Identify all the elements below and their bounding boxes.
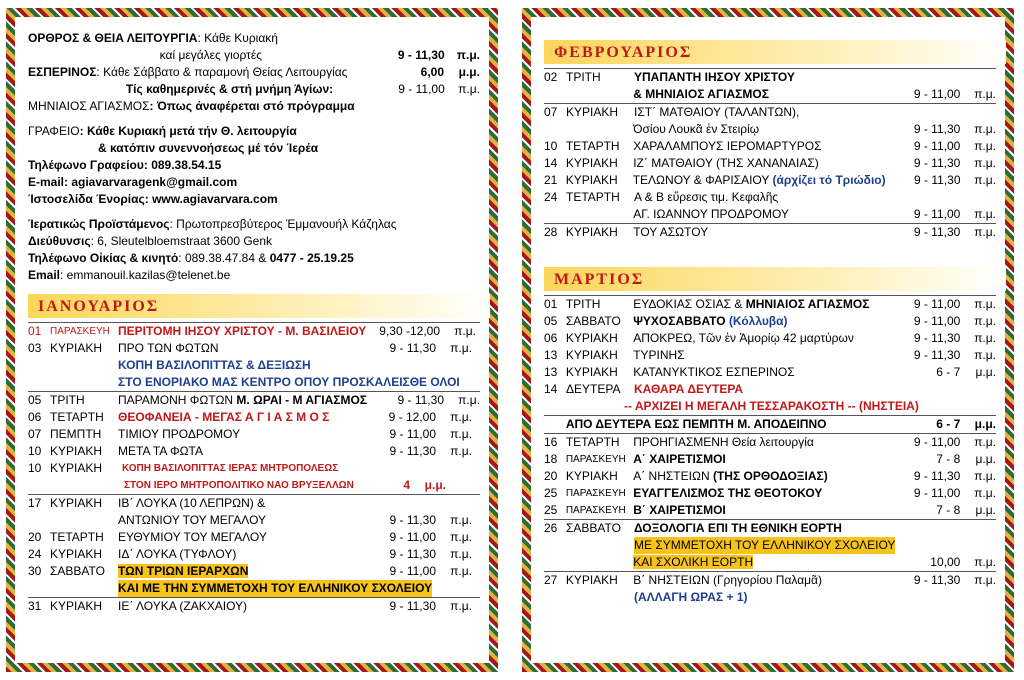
event-time: 9 - 12,00 bbox=[388, 410, 436, 424]
event-time: 9 - 11,30 bbox=[389, 513, 436, 527]
event-title: ΚΑΘΑΡΑ ΔΕΥΤΕΡΑ bbox=[634, 382, 744, 396]
event-pm: μ.μ. bbox=[424, 478, 446, 492]
event-title: ΕΥΔΟΚΙΑΣ ΟΣΙΑΣ & bbox=[633, 297, 743, 311]
day: 07 bbox=[544, 105, 558, 119]
weekday: ΚΥΡΙΑΚΗ bbox=[565, 348, 618, 362]
event-time: 9 - 11,30 bbox=[389, 599, 436, 613]
day: 13 bbox=[544, 365, 558, 379]
event-pm: π.μ. bbox=[450, 564, 472, 578]
event-time: 6 - 7 bbox=[936, 365, 961, 379]
event-title: ΙΣΤ΄ ΜΑΤΘΑΙΟΥ (ΤΑΛΑΝΤΩΝ), bbox=[634, 105, 800, 119]
weekday: ΠΑΡΑΣΚΕΥΗ bbox=[50, 326, 110, 337]
event-title: ΙΔ΄ ΛΟΥΚΑ (ΤΥΦΛΟΥ) bbox=[118, 547, 237, 561]
event-note: ΣΤΟΝ ΙΕΡΟ ΜΗΤΡΟΠΟΛΙΤΙΚΟ ΝΑΟ ΒΡΥΞΕΛΛΩΝ bbox=[124, 480, 354, 491]
event-pm: π.μ. bbox=[450, 599, 472, 613]
event-pm: π.μ. bbox=[450, 530, 472, 544]
event-time: 9 - 11,00 bbox=[913, 207, 961, 221]
day: 25 bbox=[544, 486, 558, 500]
event-note: -- ΑΡΧΙΖΕΙ Η ΜΕΓΑΛΗ ΤΕΣΣΑΡΑΚΟΣΤΗ -- (ΝΗΣΤΕΙΑ) bbox=[624, 399, 919, 413]
event-pm: π.μ. bbox=[450, 427, 472, 441]
left-page bbox=[6, 8, 498, 672]
event-pm: π.μ. bbox=[974, 331, 996, 345]
day: 10 bbox=[544, 139, 558, 153]
info-text: : Πρωτοπρεσβύτερος Έμμανουήλ Κάζηλας bbox=[169, 217, 397, 231]
info-text: : 6, Sleutelbloemstraat 3600 Genk bbox=[90, 234, 273, 248]
day: 18 bbox=[544, 452, 558, 466]
event-time: 9 - 11,30 bbox=[913, 225, 961, 239]
day: 16 bbox=[544, 435, 558, 449]
month-header-march: ΜΑΡΤΙΟΣ bbox=[544, 267, 1006, 291]
weekday: ΚΥΡΙΑΚΗ bbox=[565, 365, 618, 379]
day: 06 bbox=[544, 331, 558, 345]
event-pm: μ.μ. bbox=[975, 452, 996, 466]
event-title: ΑΓ. ΙΩΑΝΝΟΥ ΠΡΟΔΡΟΜΟΥ bbox=[633, 207, 789, 221]
event-time: 9 - 11,00 bbox=[913, 139, 961, 153]
event-time: 9 - 11,00 bbox=[913, 435, 961, 449]
event-title: ΜΕΤΑ ΤΑ ΦΩΤΑ bbox=[118, 444, 204, 458]
event-time: 9 - 11,30 bbox=[397, 393, 444, 407]
day: 13 bbox=[544, 348, 558, 362]
event-title: ΥΠΑΠΑΝΤΗ ΙΗΣΟΥ ΧΡΙΣΤΟΥ bbox=[634, 70, 795, 84]
info-pm: μ.μ. bbox=[458, 65, 480, 79]
day: 05 bbox=[28, 393, 42, 407]
info-text: : 089.38.47.84 & bbox=[178, 251, 267, 265]
info-label: Ίερατικώς Προϊστάμενος bbox=[28, 217, 170, 231]
event-title: ΤΟΥ ΑΣΩΤΟΥ bbox=[633, 225, 709, 239]
weekday: ΔΕΥΤΕΡΑ bbox=[566, 382, 621, 396]
event-title: ΑΠΟΚΡΕΩ, Τῶν ἐν Ἀμορίῳ 42 μαρτύρων bbox=[633, 331, 854, 345]
event-note: ΚΑΙ ΣΧΟΛΙΚΗ ΕΟΡΤΗ bbox=[633, 555, 754, 569]
event-title: ΕΥΑΓΓΕΛΙΣΜΟΣ ΤΗΣ ΘΕΟΤΟΚΟΥ bbox=[633, 486, 823, 500]
event-pm: π.μ. bbox=[974, 87, 996, 101]
event-title: ΤΩΝ ΤΡΙΩΝ ΙΕΡΑΡΧΩΝ bbox=[118, 564, 249, 578]
event-title: ΙΕ΄ ΛΟΥΚΑ (ΖΑΚΧΑΙΟΥ) bbox=[118, 599, 248, 613]
event-title: ΠΕΡΙΤΟΜΗ ΙΗΣΟΥ ΧΡΙΣΤΟΥ - Μ. ΒΑΣΙΛΕΙΟΥ bbox=[118, 324, 367, 338]
event-title: ΘΕΟΦΑΝΕΙΑ - ΜΕΓΑΣ Α Γ Ι Α Σ Μ Ο Σ bbox=[118, 410, 330, 424]
day: 02 bbox=[544, 70, 558, 84]
event-time: 9 - 11,00 bbox=[389, 564, 436, 578]
info-text: : Κάθε Σάββατο & παραμονή Θείας Λειτουργίας bbox=[96, 65, 348, 79]
day: 10 bbox=[28, 461, 42, 475]
event-time: 9 - 11,30 bbox=[913, 469, 961, 483]
event-title: ΙΖ΄ ΜΑΤΘΑΙΟΥ (ΤΗΣ ΧΑΝΑΝΑΙΑΣ) bbox=[633, 156, 819, 170]
event-title: Όσίου Λουκᾶ ἐν Στειρίῳ bbox=[633, 122, 760, 136]
event-time: 9 - 11,30 bbox=[389, 547, 436, 561]
weekday: ΠΕΜΠΤΗ bbox=[50, 427, 102, 441]
weekday: ΤΡΙΤΗ bbox=[566, 70, 601, 84]
event-title: ΠΡΟ ΤΩΝ ΦΩΤΩΝ bbox=[118, 341, 219, 355]
day: 31 bbox=[28, 599, 42, 613]
event-pm: π.μ. bbox=[974, 486, 996, 500]
event-time: 4 bbox=[403, 478, 410, 492]
info-time: 9 - 11,00 bbox=[398, 82, 445, 96]
email-link[interactable]: E-mail: agiavarvaragenk@gmail.com bbox=[28, 175, 238, 189]
weekday: ΚΥΡΙΑΚΗ bbox=[50, 444, 103, 458]
event-time: 9 - 11,30 bbox=[913, 348, 961, 362]
event-title: ΤΥΡΙΝΗΣ bbox=[633, 348, 685, 362]
event-title: Β΄ ΧΑΙΡΕΤΙΣΜΟΙ bbox=[633, 503, 726, 517]
day: 10 bbox=[28, 444, 42, 458]
info-pm: π.μ. bbox=[456, 48, 480, 62]
event-time: 9 - 11,30 bbox=[913, 156, 961, 170]
event-note: (ΑΛΛΑΓΗ ΩΡΑΣ + 1) bbox=[634, 590, 748, 604]
event-title: Α΄ ΝΗΣΤΕΙΩΝ bbox=[633, 469, 710, 483]
info-time: 6,00 bbox=[420, 65, 445, 79]
weekday: ΚΥΡΙΑΚΗ bbox=[565, 573, 618, 587]
event-title-bold: Μ. ΩΡΑΙ - Μ ΑΓΙΑΣΜΟΣ bbox=[236, 393, 367, 407]
weekday: ΚΥΡΙΑΚΗ bbox=[50, 341, 103, 355]
day: 03 bbox=[28, 341, 42, 355]
event-time: 9 - 11,30 bbox=[914, 173, 961, 187]
day: 07 bbox=[28, 427, 42, 441]
event-pm: π.μ. bbox=[450, 547, 472, 561]
email-link[interactable]: : emmanouil.kazilas@telenet.be bbox=[60, 268, 231, 282]
day: 26 bbox=[544, 521, 558, 535]
info-text: & κατόπιν συνεννοήσεως μέ τόν Ίερέα bbox=[98, 141, 319, 155]
weekday: ΣΑΒΒΑΤΟ bbox=[565, 314, 621, 328]
day: 24 bbox=[544, 190, 558, 204]
day: 20 bbox=[544, 469, 558, 483]
info-text: καί μεγάλες γιορτές bbox=[159, 48, 262, 62]
mobile-phone: 0477 - 25.19.25 bbox=[269, 251, 354, 265]
info-text: : Όπως άναφέρεται στό πρόγραμμα bbox=[149, 99, 355, 113]
day: 01 bbox=[544, 297, 558, 311]
weekday: ΤΡΙΤΗ bbox=[565, 297, 601, 311]
event-title: ΠΑΡΑΜΟΝΗ ΦΩΤΩΝ bbox=[118, 393, 234, 407]
event-pm: π.μ. bbox=[974, 122, 996, 136]
event-time: 7 - 8 bbox=[936, 503, 961, 517]
event-pm: π.μ. bbox=[450, 341, 472, 355]
weekday: ΠΑΡΑΣΚΕΥΗ bbox=[565, 488, 626, 499]
day: 17 bbox=[28, 496, 42, 510]
event-pm: π.μ. bbox=[974, 348, 996, 362]
info-label: ΟΡΘΡΟΣ & ΘΕΙΑ ΛΕΙΤΟΥΡΓΙΑ bbox=[28, 31, 198, 45]
event-time: 9 - 11,00 bbox=[389, 427, 436, 441]
event-pm: μ.μ. bbox=[974, 417, 996, 431]
info-label: ΕΣΠΕΡΙΝΟΣ bbox=[28, 65, 97, 79]
event-title: ΔΟΞΟΛΟΓΙΑ ΕΠΙ ΤΗ ΕΘΝΙΚΗ ΕΟΡΤΗ bbox=[634, 521, 842, 535]
info-label: ΜΗΝΙΑΙΟΣ ΑΓΙΑΣΜΟΣ bbox=[28, 99, 150, 113]
event-title-bold: (ΤΗΣ ΟΡΘΟΔΟΞΙΑΣ) bbox=[712, 469, 828, 483]
event-time: 9 - 11,30 bbox=[389, 444, 436, 458]
event-note: (άρχίζει τό Τριώδιο) bbox=[772, 173, 886, 187]
event-pm: π.μ. bbox=[974, 297, 996, 311]
day: 05 bbox=[544, 314, 558, 328]
event-title: ΧΑΡΑΛΑΜΠΟΥΣ ΙΕΡΟΜΑΡΤΥΡΟΣ bbox=[633, 139, 822, 153]
day: 14 bbox=[544, 156, 558, 170]
weekday: ΠΑΡΑΣΚΕΥΗ bbox=[565, 505, 626, 516]
weekday: ΤΕΤΑΡΤΗ bbox=[565, 435, 620, 449]
day: 28 bbox=[544, 225, 558, 239]
event-time: 9,30 -12,00 bbox=[379, 324, 440, 338]
event-pm: π.μ. bbox=[974, 469, 996, 483]
day: 25 bbox=[544, 503, 558, 517]
event-time: 10,00 bbox=[930, 555, 961, 569]
day: 21 bbox=[544, 173, 558, 187]
event-note: ΣΤΟ ΕΝΟΡΙΑΚΟ ΜΑΣ ΚΕΝΤΡΟ ΟΠΟΥ ΠΡΟΣΚΑΛΕΙΣΘΕ ΟΛΟΙ bbox=[118, 375, 460, 389]
weekday: ΤΕΤΑΡΤΗ bbox=[566, 190, 620, 204]
event-pm: π.μ. bbox=[450, 444, 472, 458]
info-text: Τίς καθημερινές & στή μνήμη Άγίων: bbox=[125, 82, 334, 96]
right-page bbox=[522, 8, 1014, 672]
info-label: Τηλέφωνο Οἰκίας & κινητό bbox=[28, 251, 179, 265]
event-title: ΑΝΤΩΝΙΟΥ ΤΟΥ ΜΕΓΑΛΟΥ bbox=[118, 513, 267, 527]
event-note: (Κόλλυβα) bbox=[728, 314, 788, 328]
event-pm: π.μ. bbox=[458, 393, 480, 407]
event-pm: μ.μ. bbox=[975, 503, 996, 517]
event-title: ΑΠΟ ΔΕΥΤΕΡΑ ΕΩΣ ΠΕΜΠΤΗ Μ. ΑΠΟΔΕΙΠΝΟ bbox=[565, 417, 827, 431]
day: 14 bbox=[544, 382, 558, 396]
event-title: Α΄ ΧΑΙΡΕΤΙΣΜΟΙ bbox=[633, 452, 726, 466]
info-label: Διεύθυνσις bbox=[28, 234, 91, 248]
event-title: & ΜΗΝΙΑΙΟΣ ΑΓΙΑΣΜΟΣ bbox=[633, 87, 769, 101]
info-label: Email bbox=[28, 268, 61, 282]
month-header-january: ΙΑΝΟΥΑΡΙΟΣ bbox=[28, 294, 490, 318]
weekday: ΣΑΒΒΑΤΟ bbox=[50, 564, 105, 578]
event-time: 7 - 8 bbox=[936, 452, 961, 466]
weekday: ΚΥΡΙΑΚΗ bbox=[565, 173, 618, 187]
event-time: 9 - 11,30 bbox=[913, 573, 961, 587]
event-pm: π.μ. bbox=[974, 314, 996, 328]
info-text: : Κάθε Κυριακή bbox=[197, 31, 278, 45]
info-text: : Κάθε Κυριακή μετά τήν Θ. λειτουργία bbox=[79, 124, 297, 138]
month-header-february: ΦΕΒΡΟΥΑΡΙΟΣ bbox=[544, 40, 1006, 64]
weekday: ΤΕΤΑΡΤΗ bbox=[50, 530, 104, 544]
event-time: 9 - 11,00 bbox=[913, 314, 961, 328]
event-title: ΕΥΘΥΜΙΟΥ ΤΟΥ ΜΕΓΑΛΟΥ bbox=[118, 530, 267, 544]
event-title: ΚΑΤΑΝΥΚΤΙΚΟΣ ΕΣΠΕΡΙΝΟΣ bbox=[633, 365, 795, 379]
event-title: ΚΟΠΗ ΒΑΣΙΛΟΠΙΤΤΑΣ ΙΕΡΑΣ ΜΗΤΡΟΠΟΛΕΩΣ bbox=[122, 463, 339, 474]
event-pm: π.μ. bbox=[454, 324, 476, 338]
weekday: ΚΥΡΙΑΚΗ bbox=[565, 469, 618, 483]
event-note: ΚΑΙ ΜΕ ΤΗΝ ΣΥΜΜΕΤΟΧΗ ΤΟΥ ΕΛΛΗΝΙΚΟΥ ΣΧΟΛΕΙΟΥ bbox=[118, 581, 433, 595]
event-time: 9 - 11,00 bbox=[913, 87, 961, 101]
weekday: ΚΥΡΙΑΚΗ bbox=[50, 547, 103, 561]
weekday: ΚΥΡΙΑΚΗ bbox=[565, 331, 618, 345]
event-time: 6 - 7 bbox=[936, 417, 961, 431]
weekday: ΚΥΡΙΑΚΗ bbox=[50, 496, 103, 510]
weekday: ΚΥΡΙΑΚΗ bbox=[50, 461, 103, 475]
left-content bbox=[28, 30, 480, 654]
event-pm: π.μ. bbox=[450, 513, 472, 527]
event-pm: π.μ. bbox=[974, 573, 996, 587]
event-title: ΨΥΧΟΣΑΒΒΑΤΟ bbox=[633, 314, 726, 328]
event-time: 9 - 11,30 bbox=[389, 341, 436, 355]
event-pm: μ.μ. bbox=[975, 365, 996, 379]
info-time: 9 - 11,30 bbox=[397, 48, 445, 62]
event-pm: π.μ. bbox=[974, 207, 996, 221]
event-time: 9 - 11,30 bbox=[913, 122, 961, 136]
weekday: ΚΥΡΙΑΚΗ bbox=[566, 105, 619, 119]
event-note: ΜΕ ΣΥΜΜΕΤΟΧΗ ΤΟΥ ΕΛΛΗΝΙΚΟΥ ΣΧΟΛΕΙΟΥ bbox=[634, 538, 896, 552]
event-pm: π.μ. bbox=[974, 173, 996, 187]
info-label: ΓΡΑΦΕΙΟ bbox=[28, 124, 80, 138]
event-note: ΚΟΠΗ ΒΑΣΙΛΟΠΙΤΤΑΣ & ΔΕΞΙΩΣΗ bbox=[118, 358, 311, 372]
event-pm: π.μ. bbox=[974, 225, 996, 239]
event-time: 9 - 11,00 bbox=[913, 297, 961, 311]
weekday: ΤΕΤΑΡΤΗ bbox=[50, 410, 104, 424]
event-title: ΙΒ΄ ΛΟΥΚΑ (10 ΛΕΠΡΩΝ) & bbox=[118, 496, 266, 510]
right-content bbox=[544, 36, 996, 654]
event-title: ΤΙΜΙΟΥ ΠΡΟΔΡΟΜΟΥ bbox=[118, 427, 241, 441]
day: 01 bbox=[28, 324, 42, 338]
weekday: ΚΥΡΙΑΚΗ bbox=[565, 156, 618, 170]
weekday: ΣΑΒΒΑΤΟ bbox=[566, 521, 621, 535]
day: 24 bbox=[28, 547, 42, 561]
day: 27 bbox=[544, 573, 558, 587]
event-pm: π.μ. bbox=[974, 555, 996, 569]
event-time: 9 - 11,00 bbox=[913, 486, 961, 500]
event-time: 9 - 11,30 bbox=[913, 331, 961, 345]
event-pm: π.μ. bbox=[450, 410, 472, 424]
weekday: ΤΕΤΑΡΤΗ bbox=[565, 139, 620, 153]
day: 06 bbox=[28, 410, 42, 424]
event-pm: π.μ. bbox=[974, 435, 996, 449]
event-title: ΤΕΛΩΝΟΥ & ΦΑΡΙΣΑΙΟΥ bbox=[632, 173, 770, 187]
info-pm: π.μ. bbox=[458, 82, 480, 96]
event-pm: π.μ. bbox=[974, 156, 996, 170]
event-title: Β΄ ΝΗΣΤΕΙΩΝ (Γρηγορίου Παλαμᾶ) bbox=[633, 573, 822, 587]
weekday: ΠΑΡΑΣΚΕΥΗ bbox=[565, 454, 626, 465]
event-title: ΠΡΟΗΓΙΑΣΜΕΝΗ Θεία λειτουργία bbox=[633, 435, 814, 449]
event-pm: π.μ. bbox=[974, 139, 996, 153]
event-title: Α & Β εὕρεσις τιμ. Κεφαλῆς bbox=[634, 190, 779, 204]
website-link[interactable]: Ίστοσελίδα Ένορίας: www.agiavarvara.com bbox=[28, 192, 278, 206]
event-title-bold: ΜΗΝΙΑΙΟΣ ΑΓΙΑΣΜΟΣ bbox=[745, 297, 870, 311]
weekday: ΚΥΡΙΑΚΗ bbox=[50, 599, 103, 613]
day: 20 bbox=[28, 530, 42, 544]
event-time: 9 - 11,00 bbox=[389, 530, 436, 544]
office-phone: Τηλέφωνο Γραφείου: 089.38.54.15 bbox=[28, 158, 222, 172]
weekday: ΤΡΙΤΗ bbox=[50, 393, 85, 407]
weekday: ΚΥΡΙΑΚΗ bbox=[565, 225, 618, 239]
day: 30 bbox=[28, 564, 42, 578]
